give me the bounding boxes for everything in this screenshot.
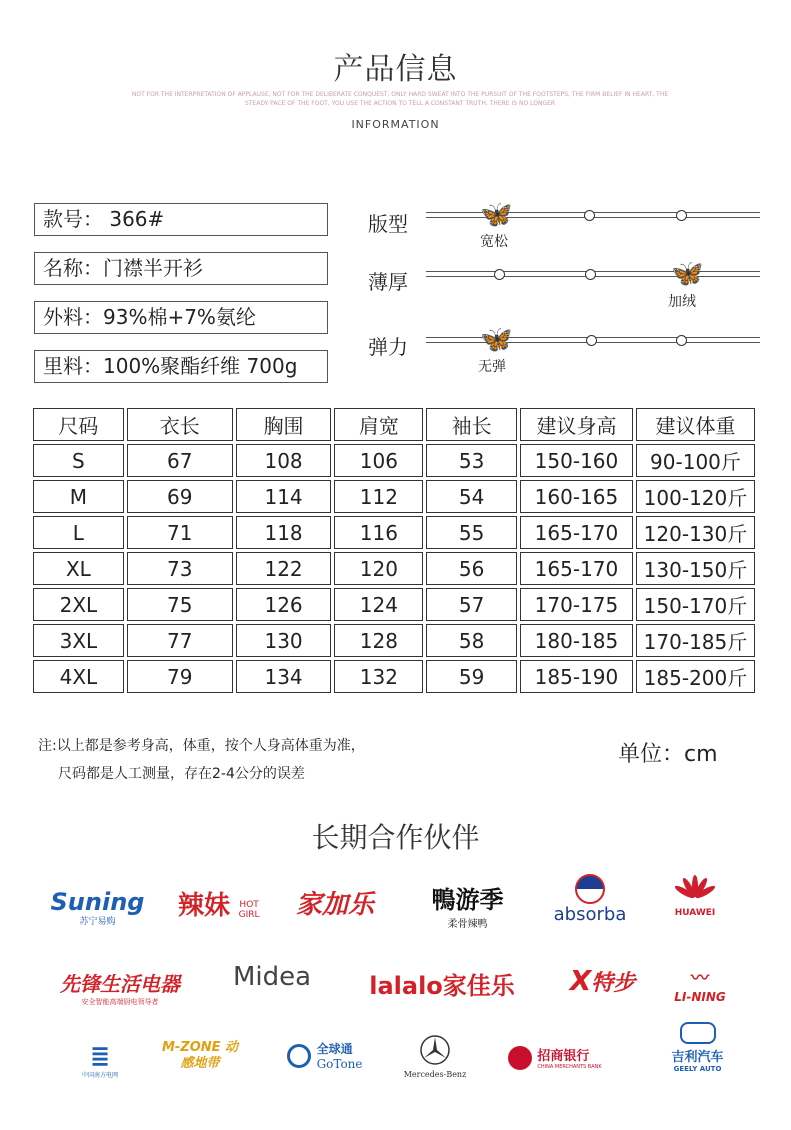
table-cell: 69 xyxy=(127,480,233,513)
logo-subtext: 柔骨辣鸭 xyxy=(447,919,488,930)
cmb-mark-icon xyxy=(508,1046,532,1070)
logo-text: 鴨游季 xyxy=(431,885,504,914)
slider-label-thickness: 薄厚 xyxy=(368,270,408,294)
page-title: 产品信息 xyxy=(333,52,458,87)
note-line-1: 注:以上都是参考身高，体重，按个人身高体重为准， xyxy=(38,738,365,754)
size-table xyxy=(30,405,758,696)
table-cell: 3XL xyxy=(33,624,124,657)
table-cell: 132 xyxy=(334,660,423,693)
logo-midea: Midea xyxy=(232,962,312,992)
spec-value: 366# xyxy=(109,207,165,231)
table-cell: 185-190 xyxy=(520,660,633,693)
table-cell: 75 xyxy=(127,588,233,621)
li-ning-mark-icon: 〰 xyxy=(691,968,709,989)
table-cell: 130 xyxy=(236,624,332,657)
logo-subtext: HOT GIRL xyxy=(238,899,260,920)
geely-shield-icon xyxy=(680,1022,716,1044)
column-header: 建议体重 xyxy=(636,408,755,441)
logo-jiajiale-2: lalalo家佳乐 xyxy=(369,972,515,1000)
logo-text: 中国南方电网 xyxy=(81,1072,118,1079)
slider-dot xyxy=(676,335,687,346)
table-cell: 54 xyxy=(426,480,517,513)
spec-style-number xyxy=(34,203,328,236)
butterfly-marker-icon: 🦋 xyxy=(480,325,513,355)
table-cell: 118 xyxy=(236,516,332,549)
column-header: 胸围 xyxy=(236,408,332,441)
table-cell: 122 xyxy=(236,552,332,585)
gotone-mark-icon xyxy=(287,1044,311,1068)
column-header: 尺码 xyxy=(33,408,124,441)
table-cell: 2XL xyxy=(33,588,124,621)
logo-suning xyxy=(50,888,145,927)
table-cell: 126 xyxy=(236,588,332,621)
table-cell: 170-185斤 xyxy=(636,624,755,657)
table-cell: 165-170 xyxy=(520,516,633,549)
partners-title: 长期合作伙伴 xyxy=(311,821,480,854)
table-cell: 130-150斤 xyxy=(636,552,755,585)
logo-mercedes-benz xyxy=(400,1034,470,1079)
butterfly-marker-icon: 🦋 xyxy=(671,259,704,289)
logo-gotone xyxy=(280,1040,370,1071)
logo-subtext: GEELY AUTO xyxy=(673,1065,722,1073)
table-cell: 59 xyxy=(426,660,517,693)
table-row xyxy=(33,444,755,477)
table-cell: 108 xyxy=(236,444,332,477)
huawei-petals-icon xyxy=(671,874,719,904)
table-cell: M xyxy=(33,480,124,513)
grid-mark-icon: ≣ xyxy=(89,1042,111,1070)
logo-text: HUAWEI xyxy=(674,908,716,918)
logo-duck-season xyxy=(415,880,520,930)
logo-text: 先锋生活电器 xyxy=(60,972,180,996)
logo-text: 吉利汽车 xyxy=(671,1050,724,1065)
table-cell: 160-165 xyxy=(520,480,633,513)
logo-text: 辣妹 xyxy=(178,891,231,921)
slider-label-elasticity: 弹力 xyxy=(368,335,408,359)
logo-subtext: 苏宁易购 xyxy=(79,917,116,927)
logo-hot-girl xyxy=(178,885,263,922)
table-cell: 170-175 xyxy=(520,588,633,621)
table-cell: 114 xyxy=(236,480,332,513)
unit-label: 单位：cm xyxy=(618,742,718,767)
slider-dot xyxy=(494,269,505,280)
logo-huawei xyxy=(665,874,725,918)
table-cell: 112 xyxy=(334,480,423,513)
butterfly-marker-icon: 🦋 xyxy=(480,200,513,230)
spec-lining xyxy=(34,350,328,383)
table-cell: L xyxy=(33,516,124,549)
note-line-2: 尺码都是人工测量，存在2-4公分的误差 xyxy=(58,766,305,782)
spec-label: 款号： xyxy=(43,207,103,231)
table-cell: 79 xyxy=(127,660,233,693)
logo-xianfeng xyxy=(55,968,185,1007)
table-cell: 57 xyxy=(426,588,517,621)
spec-name xyxy=(34,252,328,285)
logo-li-ning xyxy=(665,964,735,1004)
table-cell: 165-170 xyxy=(520,552,633,585)
table-cell: 73 xyxy=(127,552,233,585)
column-header: 建议身高 xyxy=(520,408,633,441)
table-cell: 71 xyxy=(127,516,233,549)
xtep-x-icon: X xyxy=(569,964,592,997)
table-row xyxy=(33,660,755,693)
logo-text: 全球通 xyxy=(316,1042,353,1056)
spec-label: 外料： xyxy=(43,305,103,329)
table-cell: 4XL xyxy=(33,660,124,693)
table-row xyxy=(33,624,755,657)
size-table-header xyxy=(33,408,755,441)
table-cell: 100-120斤 xyxy=(636,480,755,513)
slider-dot xyxy=(676,210,687,221)
slider-selected-label: 无弹 xyxy=(478,359,506,375)
page-subtitle: INFORMATION xyxy=(351,118,440,131)
slider-dot xyxy=(584,210,595,221)
spec-label: 名称： xyxy=(43,256,103,280)
logo-text: LI-NING xyxy=(674,990,726,1004)
slider-selected-label: 加绒 xyxy=(668,294,696,310)
table-cell: 150-160 xyxy=(520,444,633,477)
table-cell: 180-185 xyxy=(520,624,633,657)
table-row xyxy=(33,588,755,621)
table-cell: 134 xyxy=(236,660,332,693)
table-cell: XL xyxy=(33,552,124,585)
table-cell: 124 xyxy=(334,588,423,621)
table-cell: 185-200斤 xyxy=(636,660,755,693)
spec-value: 门襟半开衫 xyxy=(103,256,203,280)
logo-cmb xyxy=(500,1045,610,1070)
table-cell: 120-130斤 xyxy=(636,516,755,549)
logo-china-southern-grid xyxy=(65,1042,135,1079)
table-cell: S xyxy=(33,444,124,477)
table-cell: 90-100斤 xyxy=(636,444,755,477)
spec-value: 93%棉+7%氨纶 xyxy=(103,305,256,329)
table-row xyxy=(33,480,755,513)
table-cell: 150-170斤 xyxy=(636,588,755,621)
table-cell: 58 xyxy=(426,624,517,657)
absorba-mark-icon xyxy=(575,874,605,904)
spec-outer-fabric xyxy=(34,301,328,334)
logo-m-zone: M-ZONE 动感地带 xyxy=(161,1040,239,1071)
column-header: 袖长 xyxy=(426,408,517,441)
table-row xyxy=(33,516,755,549)
logo-subtext: 安全智能高端厨电领导者 xyxy=(81,998,159,1006)
logo-xtep xyxy=(560,964,645,997)
column-header: 肩宽 xyxy=(334,408,423,441)
spec-label: 里料： xyxy=(43,354,103,378)
table-cell: 106 xyxy=(334,444,423,477)
logo-text: 招商银行 xyxy=(537,1049,590,1064)
logo-text: Suning xyxy=(50,888,145,916)
table-cell: 55 xyxy=(426,516,517,549)
logo-subtext: CHINA MERCHANTS BANK xyxy=(537,1064,602,1070)
table-cell: 120 xyxy=(334,552,423,585)
slider-dot xyxy=(586,335,597,346)
table-row xyxy=(33,552,755,585)
slider-label-fit: 版型 xyxy=(368,212,408,236)
logo-absorba xyxy=(545,874,635,925)
logo-text: absorba xyxy=(553,904,627,925)
logo-jiajiale: 家加乐 xyxy=(295,890,374,920)
logo-geely xyxy=(660,1022,735,1073)
slider-selected-label: 宽松 xyxy=(480,234,508,250)
tagline: NOT FOR THE INTERPRETATION OF APPLAUSE, NOT FOR THE DELIBERATE CONQUEST, ONLY HARD SWEAT INTO THE PURSUIT OF THE FOOTSTEPS, THE FIRM BELIEF IN HEART, THE STEADY PACE OF THE FOOT, YOU USE THE ACTION TO TELL A CONSTANT TRUTH, THERE IS NO LONGER xyxy=(131,91,669,107)
table-cell: 56 xyxy=(426,552,517,585)
column-header: 衣长 xyxy=(127,408,233,441)
table-cell: 53 xyxy=(426,444,517,477)
mercedes-star-icon xyxy=(419,1034,451,1066)
logo-text: Mercedes-Benz xyxy=(403,1070,467,1079)
logo-text: 特步 xyxy=(591,971,636,996)
logo-subtext: GoTone xyxy=(316,1057,363,1071)
table-cell: 128 xyxy=(334,624,423,657)
spec-value: 100%聚酯纤维 700g xyxy=(103,354,298,378)
table-cell: 67 xyxy=(127,444,233,477)
slider-dot xyxy=(585,269,596,280)
table-cell: 116 xyxy=(334,516,423,549)
table-cell: 77 xyxy=(127,624,233,657)
